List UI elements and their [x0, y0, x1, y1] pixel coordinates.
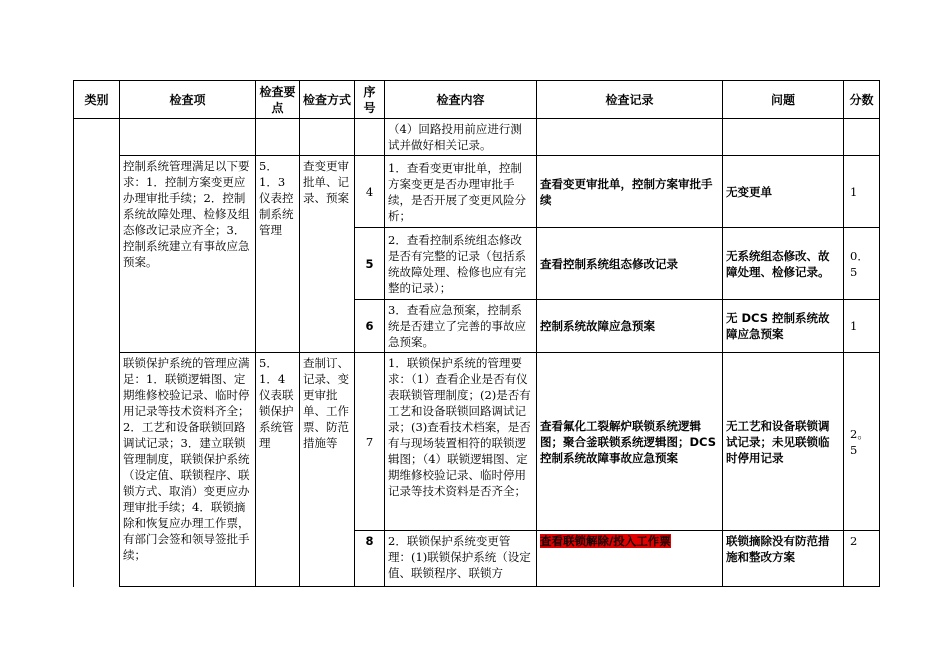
header-method: 检查方式	[300, 81, 355, 119]
header-category: 类别	[74, 81, 120, 119]
record-cell: 查看变更审批单，控制方案审批手续	[537, 156, 723, 228]
points-cell: 5．1．4仪表联锁保护系统管理	[256, 353, 300, 587]
method-cell	[300, 119, 355, 156]
problem-cell: 联锁摘除没有防范措施和整改方案	[723, 531, 844, 587]
score-cell: 2。5	[844, 353, 880, 531]
highlighted-record: 查看联锁解除/投入工作票	[540, 534, 671, 548]
inspection-table	[73, 80, 880, 587]
points-cell: 5．1．3仪表控制系统管理	[256, 156, 300, 353]
score-cell: 2	[844, 531, 880, 587]
header-row	[74, 81, 880, 119]
seq-cell: 6	[355, 300, 385, 353]
seq-cell: 5	[355, 228, 385, 300]
table-row	[74, 353, 880, 531]
record-cell: 查看氟化工裂解炉联锁系统逻辑图；聚合釜联锁系统逻辑图；DCS控制系统故障事故应急预案	[537, 353, 723, 531]
header-record: 检查记录	[537, 81, 723, 119]
seq-cell: 8	[355, 531, 385, 587]
seq-cell: 4	[355, 156, 385, 228]
category-cell	[74, 119, 120, 587]
problem-cell: 无变更单	[723, 156, 844, 228]
problem-cell: 无系统组态修改、故障处理、检修记录。	[723, 228, 844, 300]
method-cell: 查制订、记录、变更审批单、工作票、防范措施等	[300, 353, 355, 587]
problem-cell: 无工艺和设备联锁调试记录；未见联锁临时停用记录	[723, 353, 844, 531]
content-cell: 2．联锁保护系统变更管理：(1)联锁保护系统（设定值、联锁程序、联锁方	[385, 531, 537, 587]
item-cell: 联锁保护系统的管理应满足：1．联锁逻辑图、定期维修校验记录、临时停用记录等技术资料齐全；2．工艺和设备联锁回路调试记录；3．建立联锁管理制度，联锁保护系统（设定值、联锁程序、联锁方式、取消）变更应办理审批手续；4．联锁摘除和恢复应办理工作票，有部门会签和领导签批手续；	[120, 353, 256, 587]
item-cell: 控制系统管理满足以下要求：1．控制方案变更应办理审批手续；2．控制系统故障处理、检修及组态修改记录应齐全；3．控制系统建立有事故应急预案。	[120, 156, 256, 353]
points-cell	[256, 119, 300, 156]
score-cell	[844, 119, 880, 156]
item-cell	[120, 119, 256, 156]
record-cell	[537, 531, 723, 587]
content-cell: 1．联锁保护系统的管理要求：（1）查看企业是否有仪表联锁管理制度；(2)是否有工艺和设备联锁回路调试记录；(3)查看技术档案，是否有与现场装置相符的联锁逻辑图；（4）联锁逻辑图、定期维修校验记录、临时停用记录等技术资料是否齐全；	[385, 353, 537, 531]
content-cell: 3．查看应急预案，控制系统是否建立了完善的事故应急预案。	[385, 300, 537, 353]
record-cell: 查看控制系统组态修改记录	[537, 228, 723, 300]
table-row	[74, 119, 880, 156]
score-cell: 0．5	[844, 228, 880, 300]
score-cell: 1	[844, 156, 880, 228]
problem-cell: 无 DCS 控制系统故障应急预案	[723, 300, 844, 353]
score-cell: 1	[844, 300, 880, 353]
header-seq: 序号	[355, 81, 385, 119]
problem-cell	[723, 119, 844, 156]
seq-cell	[355, 119, 385, 156]
method-cell: 查变更审批单、记录、预案	[300, 156, 355, 353]
content-cell: （4）回路投用前应进行测试并做好相关记录。	[385, 119, 537, 156]
header-points: 检查要点	[256, 81, 300, 119]
header-score: 分数	[844, 81, 880, 119]
content-cell: 1．查看变更审批单，控制方案变更是否办理审批手续，是否开展了变更风险分析；	[385, 156, 537, 228]
header-item: 检查项	[120, 81, 256, 119]
record-cell	[537, 119, 723, 156]
content-cell: 2．查看控制系统组态修改是否有完整的记录（包括系统故障处理、检修也应有完整的记录）；	[385, 228, 537, 300]
header-problem: 问题	[723, 81, 844, 119]
header-content: 检查内容	[385, 81, 537, 119]
table-row	[74, 156, 880, 228]
record-cell: 控制系统故障应急预案	[537, 300, 723, 353]
seq-cell: 7	[355, 353, 385, 531]
